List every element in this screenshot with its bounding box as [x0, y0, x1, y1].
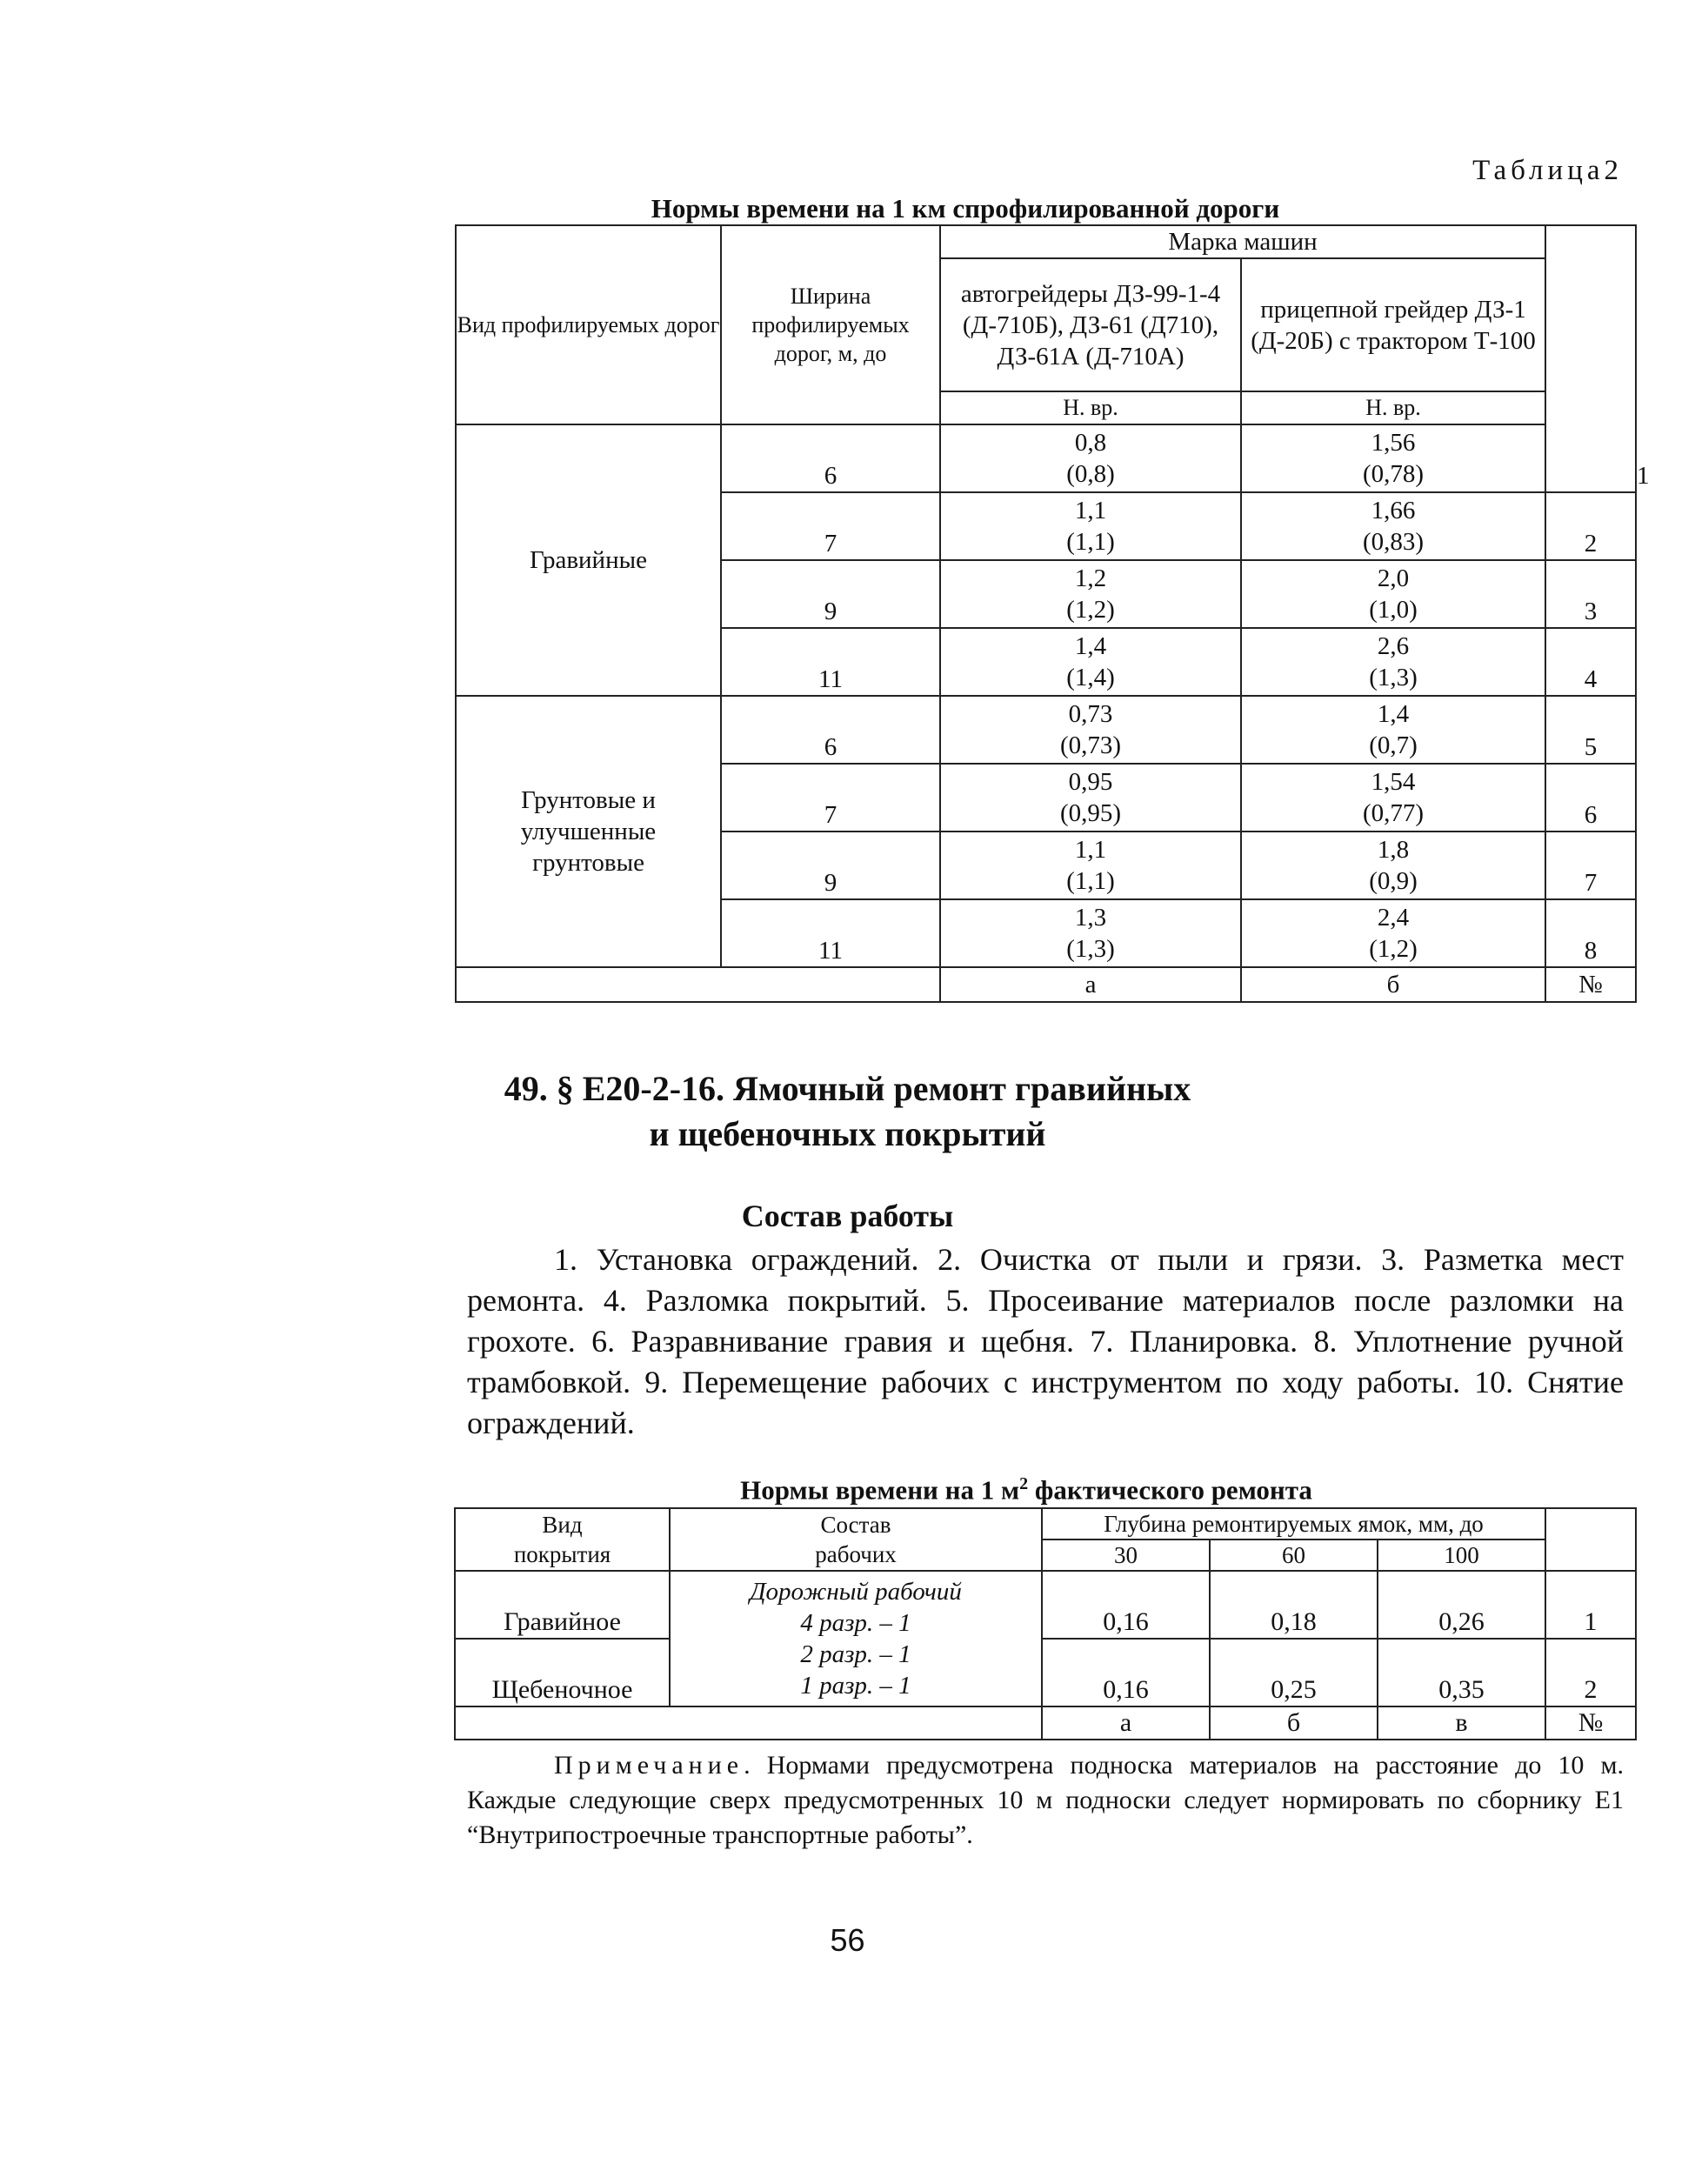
cell-width: 7	[721, 764, 940, 832]
footer-number: №	[1545, 1706, 1636, 1740]
header-depth-100: 100	[1378, 1539, 1545, 1571]
table-footer-row	[455, 1706, 1636, 1740]
header-coating: Вид покрытия	[455, 1508, 670, 1571]
cell-width: 9	[721, 560, 940, 628]
header-unit-a: Н. вр.	[940, 391, 1241, 424]
cell-a: 1,1 (1,1)	[940, 492, 1241, 560]
footer-empty	[455, 1706, 1042, 1740]
cell-depth-30: 0,16	[1042, 1571, 1210, 1639]
header-depth: Глубина ремонтируемых ямок, мм, до	[1042, 1508, 1545, 1539]
header-col-a: автогрейдеры ДЗ-99-1-4 (Д-710Б), ДЗ-61 (Д710), ДЗ-61А (Д-710А)	[940, 258, 1241, 391]
cell-depth-60: 0,18	[1210, 1571, 1378, 1639]
cell-a: 1,3 (1,3)	[940, 899, 1241, 967]
section-heading-continued: и щебеночных покрытий	[649, 1114, 1046, 1153]
work-composition-text: 1. Установка ограждений. 2. Очистка от пыли и грязи. 3. Разметка мест ремонта. 4. Разломка покрытий. 5. Просеивание материалов после разломки на грохоте. 6. Разравнивание гравия и щебня. 7. Планировка. 8. Уплотнение ручной трамбовкой. 9. Перемещение рабочих с инструментом по ходу работы. 10. Снятие ограждений.	[467, 1242, 1624, 1440]
header-col-b: прицепной грейдер ДЗ-1 (Д-20Б) с трактором Т-100	[1241, 258, 1545, 391]
cell-width: 6	[721, 696, 940, 764]
cell-b: 1,54 (0,77)	[1241, 764, 1545, 832]
footer-col-b: б	[1241, 967, 1545, 1002]
note	[467, 1748, 1624, 1853]
cell-width: 7	[721, 492, 940, 560]
table-label: Таблица2	[1472, 155, 1623, 186]
cell-row-number: 7	[1545, 832, 1636, 899]
table-header-row	[455, 1508, 1636, 1539]
cell-width: 6	[721, 424, 940, 492]
cell-coating: Гравийное	[455, 1571, 670, 1639]
header-empty	[1545, 225, 1636, 492]
note-label: Примечание	[554, 1751, 744, 1780]
cell-row-number: 2	[1545, 492, 1636, 560]
group-name: Гравийные	[456, 424, 721, 696]
cell-row-number: 5	[1545, 696, 1636, 764]
header-depth-60: 60	[1210, 1539, 1378, 1571]
cell-b: 1,56 (0,78)	[1241, 424, 1545, 492]
cell-row-number: 6	[1545, 764, 1636, 832]
footer-empty	[456, 967, 940, 1002]
cell-b: 1,66 (0,83)	[1241, 492, 1545, 560]
header-crew: Состав рабочих	[670, 1508, 1042, 1571]
cell-row-number: 3	[1545, 560, 1636, 628]
cell-a: 1,1 (1,1)	[940, 832, 1241, 899]
cell-width: 9	[721, 832, 940, 899]
cell-depth-60: 0,25	[1210, 1639, 1378, 1706]
cell-depth-100: 0,35	[1378, 1639, 1545, 1706]
note-text: . Нормами предусмотрена подноска материалов на расстояние до 10 м. Каждые следующие сверх предусмотренных 10 м подноски следует нормировать по сборнику Е1 “Внутрипостроечные транспортные работы”.	[467, 1751, 1624, 1849]
norms-table-per-km	[455, 224, 1650, 1003]
footer-col-a: а	[940, 967, 1241, 1002]
header-road-type: Вид профилируемых дорог	[456, 225, 721, 424]
table1-title: Нормы времени на 1 км спрофилированной дороги	[651, 193, 1280, 224]
header-depth-30: 30	[1042, 1539, 1210, 1571]
cell-row-number: 8	[1545, 899, 1636, 967]
cell-b: 1,8 (0,9)	[1241, 832, 1545, 899]
header-empty	[1545, 1508, 1636, 1571]
header-unit-b: Н. вр.	[1241, 391, 1545, 424]
cell-a: 0,8 (0,8)	[940, 424, 1241, 492]
footer-col-a: а	[1042, 1706, 1210, 1740]
cell-depth-30: 0,16	[1042, 1639, 1210, 1706]
table-row	[456, 696, 1636, 764]
norms-table-per-m2	[454, 1507, 1637, 1740]
cell-row-number: 2	[1545, 1639, 1636, 1706]
cell-width: 11	[721, 628, 940, 696]
cell-b: 2,0 (1,0)	[1241, 560, 1545, 628]
cell-b: 2,4 (1,2)	[1241, 899, 1545, 967]
table-row: Гравийные 6 0,8 (0,8) 1,56 (0,78) 1	[456, 424, 1636, 492]
header-machine-brand: Марка машин	[940, 225, 1545, 258]
cell-row-number: 4	[1545, 628, 1636, 696]
cell-a: 1,4 (1,4)	[940, 628, 1241, 696]
cell-a: 0,95 (0,95)	[940, 764, 1241, 832]
cell-a: 1,2 (1,2)	[940, 560, 1241, 628]
table-header-row	[456, 225, 1636, 258]
cell-a: 0,73 (0,73)	[940, 696, 1241, 764]
section-heading: 49. § Е20-2-16. Ямочный ремонт гравийных	[504, 1069, 1191, 1108]
cell-row-number: 1	[1545, 1571, 1636, 1639]
table-row	[455, 1571, 1636, 1639]
cell-b: 2,6 (1,3)	[1241, 628, 1545, 696]
work-composition-title: Состав работы	[741, 1199, 954, 1233]
footer-col-b: б	[1210, 1706, 1378, 1740]
table-row	[455, 1639, 1636, 1706]
header-width: Ширина профилируемых дорог, м, до	[721, 225, 940, 424]
cell-crew: Дорожный рабочий 4 разр. – 1 2 разр. – 1 1 разр. – 1	[670, 1571, 1042, 1706]
cell-b: 1,4 (0,7)	[1241, 696, 1545, 764]
cell-coating: Щебеночное	[455, 1639, 670, 1706]
table2-title: Нормы времени на 1 $м^2$ фактического ремонта	[740, 1474, 1312, 1506]
page-number: 56	[830, 1922, 865, 1958]
group-name: Грунтовые и улучшенные грунтовые	[456, 696, 721, 967]
cell-width: 11	[721, 899, 940, 967]
cell-depth-100: 0,26	[1378, 1571, 1545, 1639]
table-footer-row	[456, 967, 1636, 1002]
footer-number: №	[1545, 967, 1636, 1002]
footer-col-c: в	[1378, 1706, 1545, 1740]
